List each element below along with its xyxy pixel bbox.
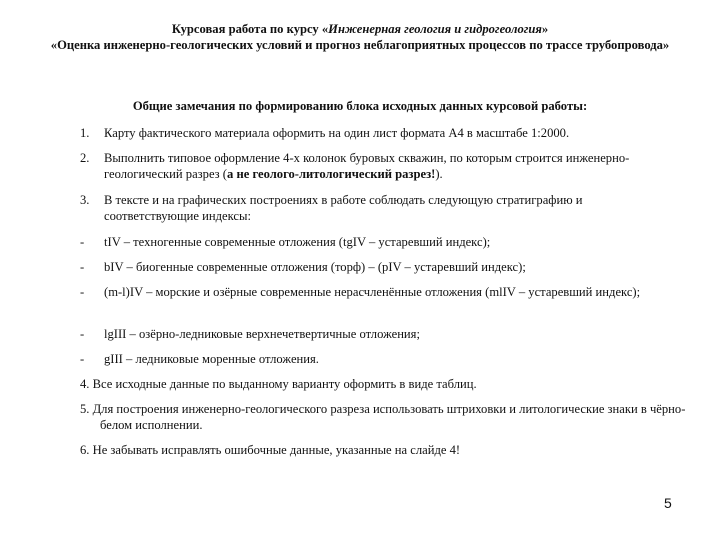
item-marker: -: [80, 327, 85, 341]
item-text: bIV – биогенные современные отложения (торф) – (pIV – устаревший индекс);: [104, 260, 526, 274]
document-header: [40, 22, 680, 53]
item-marker: -: [80, 352, 85, 366]
item-marker: -: [80, 260, 85, 274]
item-marker: 1.: [80, 126, 90, 140]
item-text: В тексте и на графических построениях в работе соблюдать следующую стратиграфию и соответствующие индексы:: [104, 193, 583, 223]
item-text: tIV – техногенные современные отложения (tgIV – устаревший индекс);: [104, 235, 491, 249]
item-marker: 2.: [80, 151, 90, 165]
emphasis-text: а не геолого-литологический разрез!: [227, 167, 436, 181]
item-text: (m-l)IV – морские и озёрные современные нерасчленённые отложения (mlIV – устаревший индекс);: [104, 285, 641, 299]
item-text: gIII – ледниковые моренные отложения.: [104, 352, 319, 366]
section-subheading: Общие замечания по формированию блока исходных данных курсовой работы:: [132, 99, 588, 113]
header-line-2: «Оценка инженерно-геологических условий и прогноз неблагоприятных процессов по трассе трубопровода»: [50, 37, 670, 52]
item-text: Выполнить типовое оформление 4-х колонок буровых скважин, по которым строится инженерно-геологический разрез (а не геолого-литологический разрез!).: [104, 151, 630, 181]
header-line-1: Курсовая работа по курсу «Инженерная геология и гидрогеология»: [171, 22, 549, 36]
item-marker: -: [80, 285, 85, 299]
paragraph-6: 6. Не забывать исправлять ошибочные данные, указанные на слайде 4!: [80, 443, 461, 457]
item-text: lgIII – озёрно-ледниковые верхнечетвертичные отложения;: [104, 327, 420, 341]
paragraph-4: 4. Все исходные данные по выданному варианту оформить в виде таблиц.: [80, 377, 477, 391]
item-marker: -: [80, 235, 85, 249]
course-name: Инженерная геология и гидрогеология: [328, 22, 542, 36]
paragraph-5: 5. Для построения инженерно-геологического разреза использовать штриховки и литологические знаки в чёрно-белом исполнении.: [80, 402, 686, 432]
page-number: 5: [664, 495, 672, 511]
item-marker: 3.: [80, 193, 90, 207]
item-text: Карту фактического материала оформить на один лист формата А4 в масштабе 1:2000.: [104, 126, 570, 140]
